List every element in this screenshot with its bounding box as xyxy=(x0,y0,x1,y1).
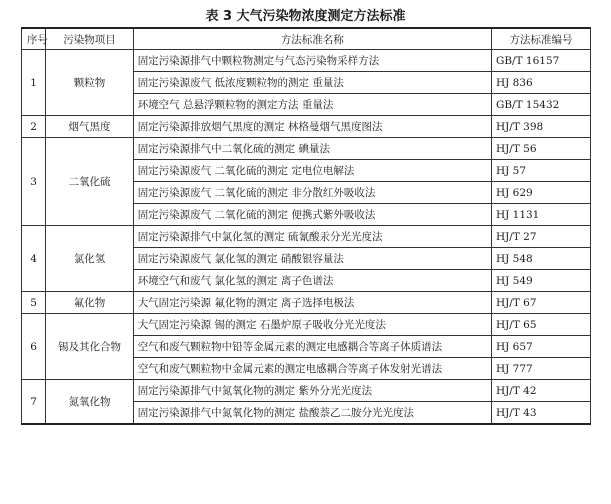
pollutant-item: 二氧化硫 xyxy=(46,138,133,226)
method-code: HJ 1131 xyxy=(491,204,590,226)
method-code: GB/T 15432 xyxy=(491,94,590,116)
group-number: 1 xyxy=(22,50,46,116)
table-row xyxy=(22,226,591,248)
pollutant-item: 颗粒物 xyxy=(46,50,133,116)
header-method: 方法标准名称 xyxy=(133,28,491,50)
method-name: 固定污染源废气 氯化氢的测定 硝酸银容量法 xyxy=(133,248,491,270)
group-number: 6 xyxy=(22,314,46,380)
pollutant-item: 烟气黑度 xyxy=(46,116,133,138)
pollutant-item: 氟化物 xyxy=(46,292,133,314)
method-name: 固定污染源废气 低浓度颗粒物的测定 重量法 xyxy=(133,72,491,94)
method-code: HJ/T 56 xyxy=(491,138,590,160)
header-code: 方法标准编号 xyxy=(491,28,590,50)
table-body xyxy=(22,50,591,425)
method-name: 固定污染源排气中氮氧化物的测定 紫外分光光度法 xyxy=(133,380,491,402)
method-name: 固定污染源排气中二氧化硫的测定 碘量法 xyxy=(133,138,491,160)
table-row xyxy=(22,116,591,138)
method-name: 固定污染源废气 二氧化硫的测定 非分散红外吸收法 xyxy=(133,182,491,204)
table-row xyxy=(22,292,591,314)
table-row xyxy=(22,380,591,402)
table-title: 表 3 大气污染物浓度测定方法标准 xyxy=(205,9,406,24)
group-number: 4 xyxy=(22,226,46,292)
method-code: HJ 836 xyxy=(491,72,590,94)
method-name: 空气和废气颗粒物中铅等金属元素的测定电感耦合等离子体质谱法 xyxy=(133,336,491,358)
method-name: 空气和废气颗粒物中金属元素的测定电感耦合等离子体发射光谱法 xyxy=(133,358,491,380)
standards-table xyxy=(21,27,591,425)
method-name: 环境空气和废气 氯化氢的测定 离子色谱法 xyxy=(133,270,491,292)
method-code: HJ/T 42 xyxy=(491,380,590,402)
group-number: 7 xyxy=(22,380,46,425)
header-row xyxy=(22,28,591,50)
table-row xyxy=(22,138,591,160)
group-number: 3 xyxy=(22,138,46,226)
method-code: HJ 629 xyxy=(491,182,590,204)
method-name: 固定污染源排气中氮氧化物的测定 盐酸萘乙二胺分光光度法 xyxy=(133,402,491,425)
method-code: HJ/T 67 xyxy=(491,292,590,314)
method-code: HJ 548 xyxy=(491,248,590,270)
pollutant-item: 氯化氢 xyxy=(46,226,133,292)
group-number: 2 xyxy=(22,116,46,138)
method-code: GB/T 16157 xyxy=(491,50,590,72)
method-name: 固定污染源排气中颗粒物测定与气态污染物采样方法 xyxy=(133,50,491,72)
method-code: HJ 657 xyxy=(491,336,590,358)
method-code: HJ/T 65 xyxy=(491,314,590,336)
header-item: 污染物项目 xyxy=(46,28,133,50)
method-name: 固定污染源排气中氯化氢的测定 硫氰酸汞分光光度法 xyxy=(133,226,491,248)
table-row xyxy=(22,50,591,72)
method-name: 固定污染源排放烟气黑度的测定 林格曼烟气黑度图法 xyxy=(133,116,491,138)
pollutant-item: 锡及其化合物 xyxy=(46,314,133,380)
pollutant-item: 氮氧化物 xyxy=(46,380,133,425)
method-code: HJ 57 xyxy=(491,160,590,182)
method-code: HJ/T 43 xyxy=(491,402,590,425)
method-name: 大气固定污染源 氟化物的测定 离子选择电极法 xyxy=(133,292,491,314)
group-number: 5 xyxy=(22,292,46,314)
method-name: 固定污染源废气 二氧化硫的测定 定电位电解法 xyxy=(133,160,491,182)
method-code: HJ/T 398 xyxy=(491,116,590,138)
method-name: 环境空气 总悬浮颗粒物的测定方法 重量法 xyxy=(133,94,491,116)
table-row xyxy=(22,314,591,336)
method-code: HJ/T 27 xyxy=(491,226,590,248)
method-code: HJ 777 xyxy=(491,358,590,380)
method-name: 大气固定污染源 锡的测定 石墨炉原子吸收分光光度法 xyxy=(133,314,491,336)
method-code: HJ 549 xyxy=(491,270,590,292)
method-name: 固定污染源废气 二氧化硫的测定 便携式紫外吸收法 xyxy=(133,204,491,226)
header-no: 序号 xyxy=(22,28,46,50)
